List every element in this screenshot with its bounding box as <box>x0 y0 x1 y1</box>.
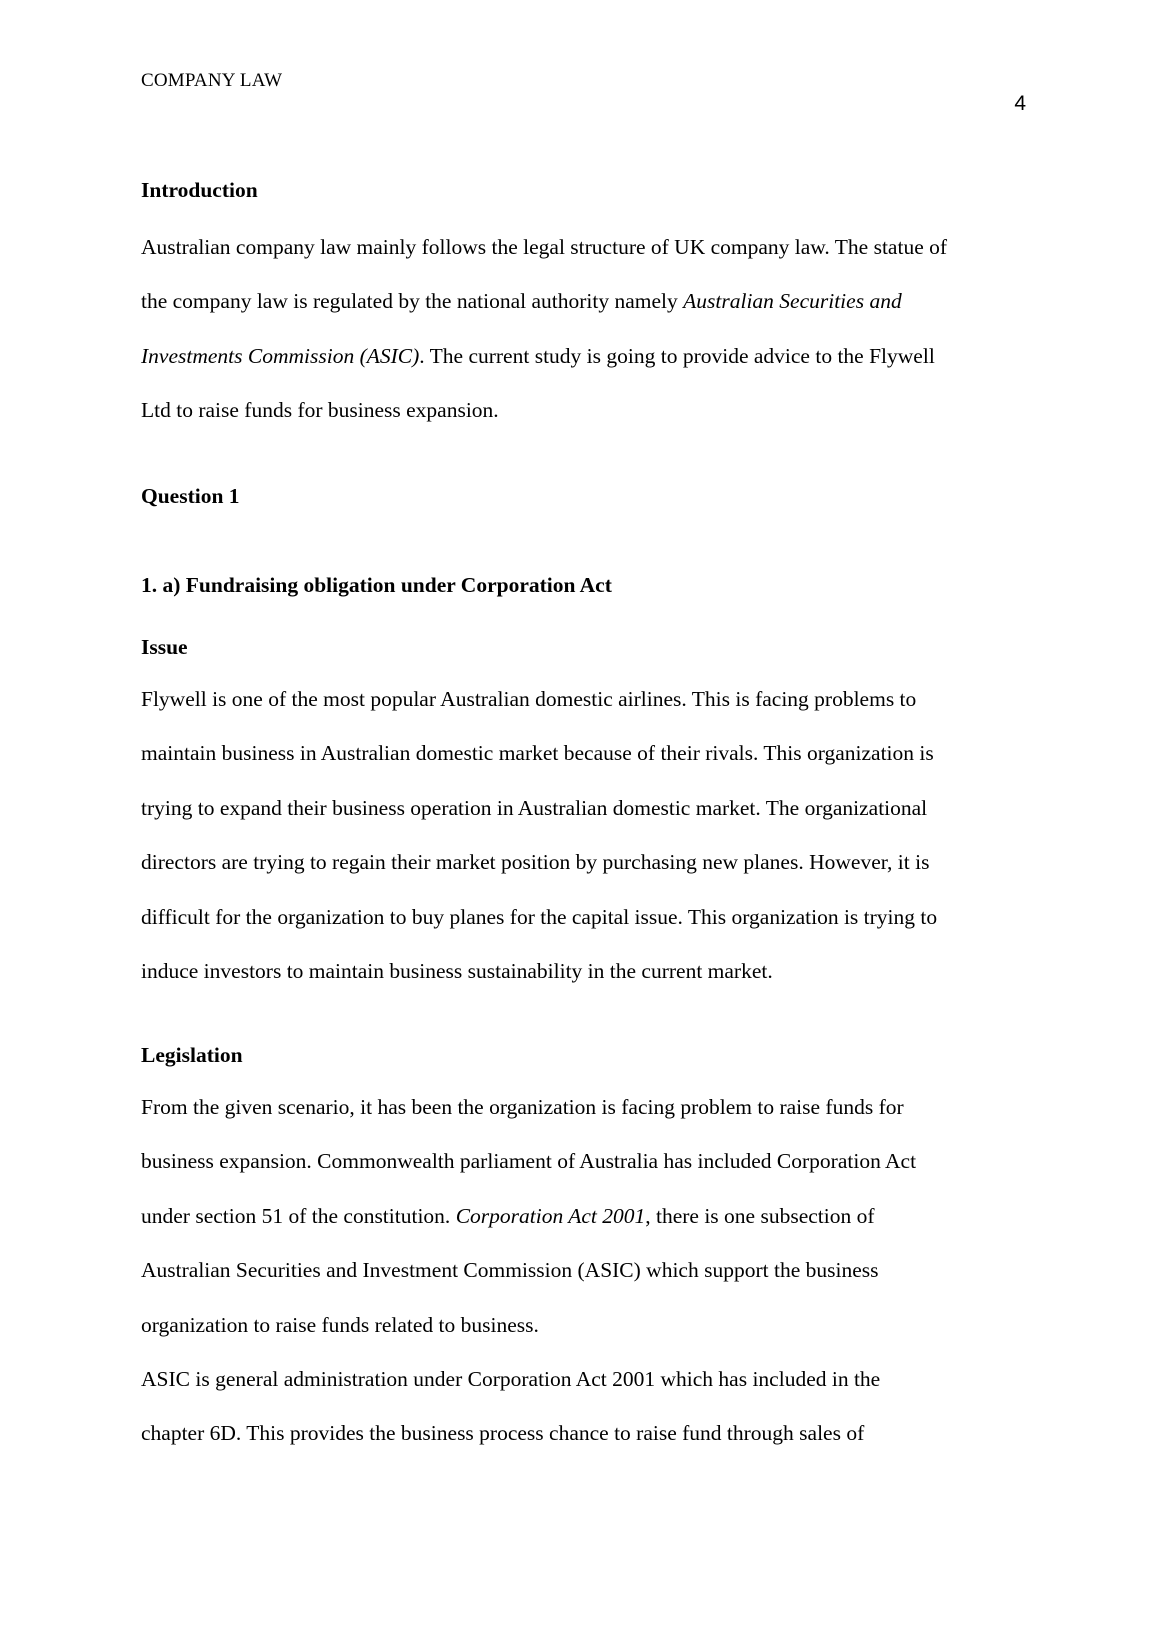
issue-paragraph <box>141 672 1031 998</box>
paragraph-line: From the given scenario, it has been the organization is facing problem to raise funds for <box>141 1095 904 1119</box>
introduction-paragraph <box>141 220 1031 438</box>
paragraph-line: induce investors to maintain business sustainability in the current market. <box>141 959 773 984</box>
paragraph-line: difficult for the organization to buy planes for the capital issue. This organization is trying to <box>141 904 938 929</box>
paragraph-line: Australian Securities and Investment Commission (ASIC) which support the business <box>141 1258 879 1283</box>
paragraph-line: the company law is regulated by the national authority namely Australian Securities and <box>141 289 902 314</box>
paragraph-line: trying to expand their business operation in Australian domestic market. The organizational <box>141 795 928 820</box>
running-head: COMPANY LAW <box>141 70 283 91</box>
paragraph-line: Investments Commission (ASIC). The current study is going to provide advice to the Flywell <box>141 343 935 368</box>
section-1a-heading: 1. a) Fundraising obligation under Corporation Act <box>141 573 612 597</box>
introduction-heading: Introduction <box>141 178 258 202</box>
paragraph-line: directors are trying to regain their market position by purchasing new planes. However, it is <box>141 850 930 875</box>
paragraph-line: maintain business in Australian domestic market because of their rivals. This organization is <box>141 741 934 766</box>
question-1-heading: Question 1 <box>141 484 240 508</box>
asic-term-italic: Australian Securities and <box>683 289 902 314</box>
paragraph-line: chapter 6D. This provides the business process chance to raise fund through sales of <box>141 1421 865 1446</box>
paragraph-line: organization to raise funds related to business. <box>141 1312 539 1337</box>
paragraph-line: Ltd to raise funds for business expansion. <box>141 398 499 423</box>
page-number: 4 <box>1014 92 1026 115</box>
paragraph-line: Flywell is one of the most popular Australian domestic airlines. This is facing problems to <box>141 687 917 711</box>
legislation-heading: Legislation <box>141 1043 243 1067</box>
paragraph-line: ASIC is general administration under Corporation Act 2001 which has included in the <box>141 1367 881 1392</box>
paragraph-line: under section 51 of the constitution. Corporation Act 2001, there is one subsection of <box>141 1203 875 1228</box>
issue-heading: Issue <box>141 635 188 659</box>
paragraph-line: Australian company law mainly follows the legal structure of UK company law. The statue of <box>141 235 948 259</box>
act-title-italic: Corporation Act 2001 <box>455 1203 646 1228</box>
paragraph-line: business expansion. Commonwealth parliament of Australia has included Corporation Act <box>141 1149 917 1174</box>
legislation-paragraph <box>141 1080 1031 1461</box>
asic-term-italic: Investments Commission (ASIC) <box>141 343 420 368</box>
